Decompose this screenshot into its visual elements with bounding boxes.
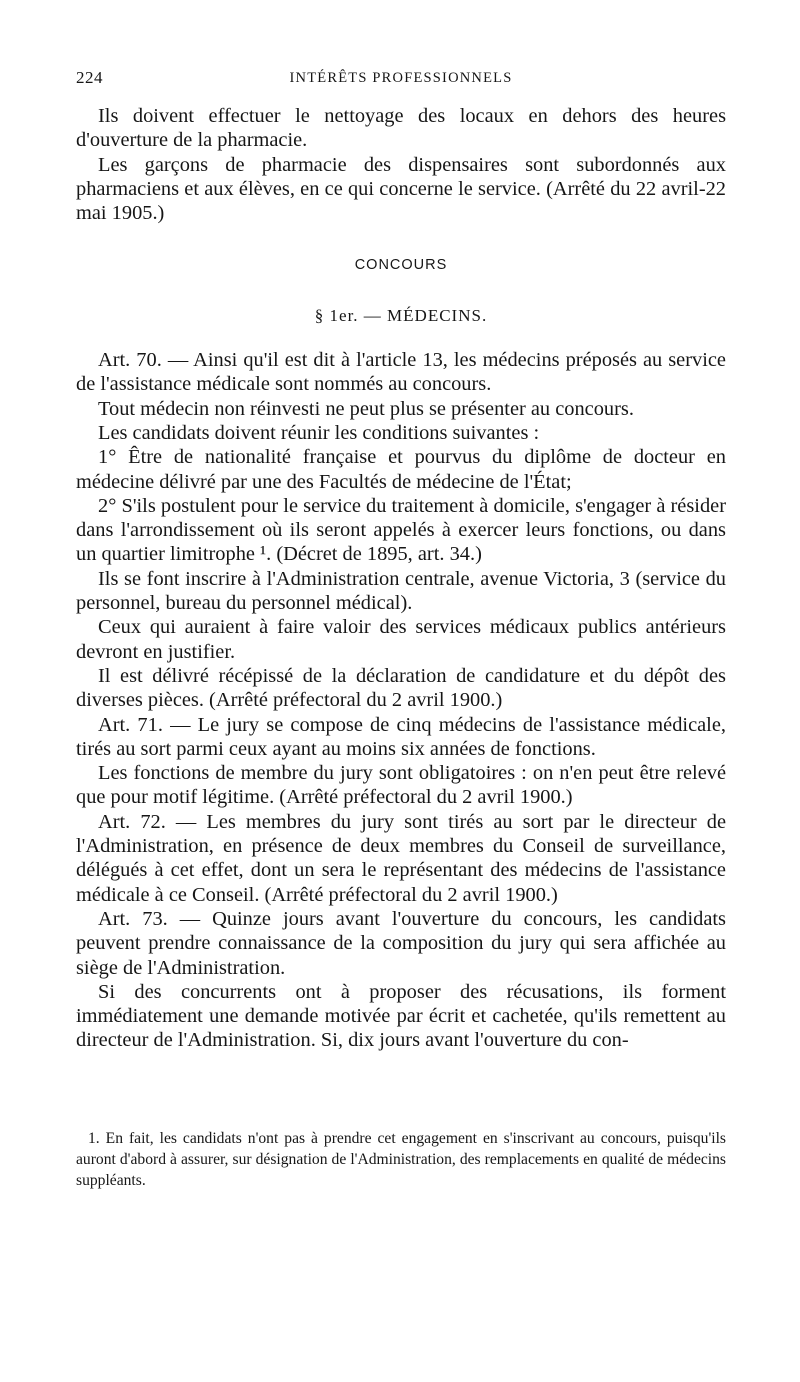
section-heading: CONCOURS xyxy=(354,257,448,274)
paragraph: Art. 70. — Ainsi qu'il est dit à l'article 13, les médecins préposés au service de l'assistance médicale sont nommés au concours. xyxy=(76,349,726,396)
paragraph: Il est délivré récépissé de la déclaration de candidature et du dépôt des diverses pièces. (Arrêté préfectoral du 2 avril 1900.) xyxy=(76,664,726,712)
paragraph: Si des concurrents ont à proposer des récusations, ils forment immédiatement une demande motivée par écrit et cachetée, qu'ils remettent au directeur de l'Administration. Si, dix jours avant l'ouverture du con- xyxy=(76,980,726,1052)
paragraph: Les candidats doivent réunir les conditions suivantes : xyxy=(98,421,540,444)
paragraph: Ils se font inscrire à l'Administration centrale, avenue Victoria, 3 (service du personnel, bureau du personnel médical). xyxy=(76,567,726,615)
page-body xyxy=(76,104,726,1053)
paragraph: 1° Être de nationalité française et pourvus du diplôme de docteur en médecine délivré par une des Facultés de médecine de l'État; xyxy=(76,446,726,493)
paragraph: Art. 71. — Le jury se compose de cinq médecins de l'assistance médicale, tirés au sort parmi ceux ayant au moins six années de fonctions. xyxy=(76,713,726,760)
paragraph: Ils doivent effectuer le nettoyage des locaux en dehors des heures d'ouverture de la pharmacie. xyxy=(76,105,726,152)
paragraph: Les garçons de pharmacie des dispensaires sont subordonnés aux pharmaciens et aux élèves, en ce qui concerne le service. (Arrêté du 22 avril-22 mai 1905.) xyxy=(76,153,726,225)
paragraph: Les fonctions de membre du jury sont obligatoires : on n'en peut être relevé que pour motif légitime. (Arrêté préfectoral du 2 avril 1900.) xyxy=(76,762,726,809)
subsection-heading: § 1er. — MÉDECINS. xyxy=(314,305,488,325)
paragraph: Ceux qui auraient à faire valoir des services médicaux publics antérieurs devront en justifier. xyxy=(76,616,726,663)
paragraph: Art. 72. — Les membres du jury sont tirés au sort par le directeur de l'Administration, en présence de deux membres du Conseil de surveillance, délégués à cet effet, dont un sera le représentant des médecins de l'assistance médicale à ce Conseil. (Arrêté préfectoral du 2 avril 1900.) xyxy=(76,810,726,906)
paragraph: 2° S'ils postulent pour le service du traitement à domicile, s'engager à résider dans l'arrondissement où ils seront appelés à exercer leurs fonctions, ou dans un quartier limitrophe ¹. (Décret de 1895, art. 34.) xyxy=(76,494,726,566)
paragraph: Art. 73. — Quinze jours avant l'ouverture du concours, les candidats peuvent prendre connaissance de la composition du jury qui sera affichée au siège de l'Administration. xyxy=(76,907,726,979)
paragraph: Tout médecin non réinvesti ne peut plus se présenter au concours. xyxy=(98,397,634,420)
page-number: 224 xyxy=(76,68,103,87)
page-header xyxy=(76,68,726,94)
running-title: INTÉRÊTS PROFESSIONNELS xyxy=(289,70,513,86)
footnote: 1. En fait, les candidats n'ont pas à prendre cet engagement en s'inscrivant au concours, puisqu'ils auront d'abord à assurer, sur désignation de l'Administration, des remplacements en qualité de médecins suppléants. xyxy=(76,1130,726,1189)
